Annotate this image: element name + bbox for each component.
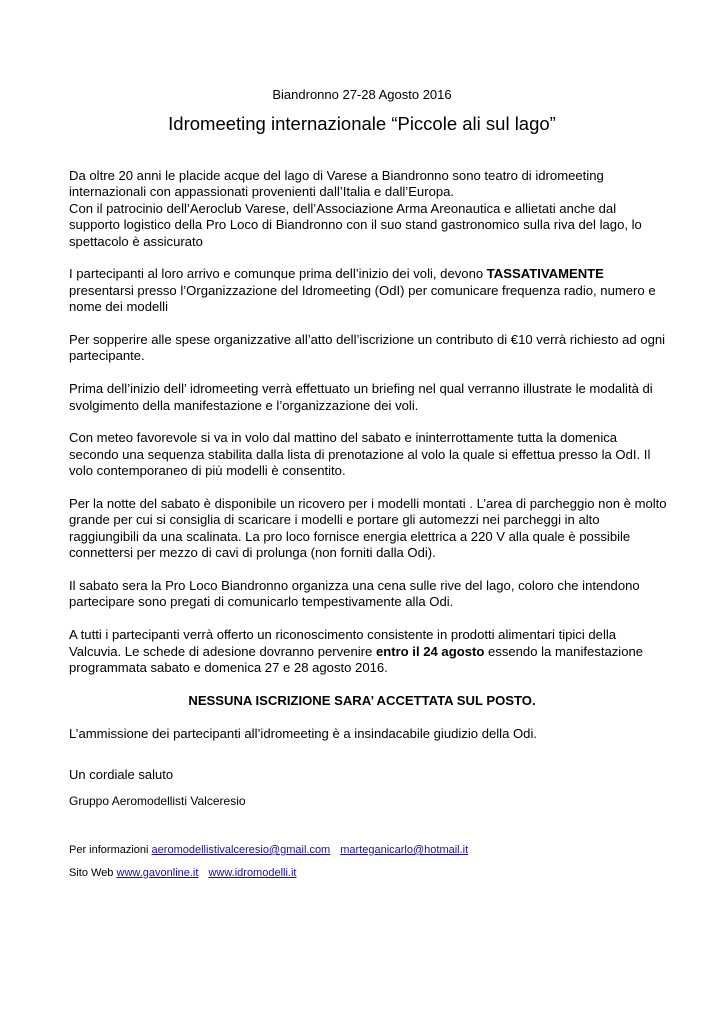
contact-info-line (69, 843, 468, 857)
website-link-gavonline[interactable]: www.gavonline.it (116, 867, 199, 879)
email-link-marteganicarlo[interactable]: marteganicarlo@hotmail.it (340, 844, 469, 856)
signature-group: Gruppo Aeromodellisti Valceresio (69, 794, 246, 808)
dateline: Biandronno 27-28 Agosto 2016 (272, 87, 452, 102)
paragraph-briefing: Prima dell’inizio dell’ idromeeting verrà effettuato un briefing nel qual verranno illustrate le modalità di svolgimento della manifestazione e l’organizzazione dei voli. (69, 381, 653, 413)
document-body (69, 168, 669, 758)
paragraph-prizes (69, 627, 669, 676)
closing-greeting: Un cordiale saluto (69, 767, 174, 782)
emphasis-tassativamente: TASSATIVAMENTE (486, 266, 604, 282)
info-label: Per informazioni (69, 844, 152, 856)
website-label: Sito Web (69, 867, 117, 879)
paragraph-registration-text-b: presentarsi presso l’Organizzazione del Idromeeting (OdI) per comunicare frequenza radio, numero e nome dei modelli (69, 282, 656, 315)
paragraph-admission: L’ammissione dei partecipanti all’idromeeting è a insindacabile giudizio della Odi. (69, 725, 538, 741)
paragraph-intro (69, 168, 669, 250)
paragraph-night-parking: Per la notte del sabato è disponibile un ricovero per i modelli montati . L’area di parcheggio non è molto grande per cui si consiglia di scaricare i modelli e portare gli automezzi nei parcheggi in alto raggiungibili da una scalinata. La pro loco fornisce energia elettrica a 220 V alla quale è possibile connettersi per mezzo di cavi di prolunga (non forniti dalla Odi). (69, 496, 667, 561)
email-link-gav[interactable]: aeromodellistivalceresio@gmail.com (151, 844, 331, 856)
emphasis-deadline: entro il 24 agosto (375, 643, 485, 659)
paragraph-prizes-text-a: A tutti i partecipanti verrà offerto un riconoscimento consistente in prodotti alimentari tipici della Valcuvia. Le schede di adesione dovranno pervenire (69, 627, 617, 659)
paragraph-registration-text-a: I partecipanti al loro arrivo e comunque prima dell’inizio dei voli, devono (69, 266, 487, 282)
document-title: Idromeeting internazionale “Piccole ali sul lago” (168, 113, 556, 134)
paragraph-registration (69, 266, 669, 315)
website-line (69, 866, 296, 880)
notice-no-onsite-registration: NESSUNA ISCRIZIONE SARA’ ACCETTATA SUL POSTO. (188, 692, 536, 708)
paragraph-fee: Per sopperire alle spese organizzative all’atto dell’iscrizione un contributo di €10 verrà richiesto ad ogni partecipante. (69, 332, 666, 364)
paragraph-prizes-text-b: essendo la manifestazione programmata sabato e domenica 27 e 28 agosto 2016. (69, 643, 644, 676)
website-link-idromodelli[interactable]: www.idromodelli.it (208, 867, 297, 879)
paragraph-flight-schedule: Con meteo favorevole si va in volo dal mattino del sabato e ininterrottamente tutta la domenica secondo una sequenza stabilita dalla lista di prenotazione al volo la quale si effettua presso la OdI. Il volo contemporaneo di più modelli è consentito. (69, 430, 651, 479)
paragraph-intro-line2: Con il patrocinio dell’Aeroclub Varese, dell’Associazione Arma Areonautica e allietati anche dal supporto logistico della Pro Loco di Biandronno con il suo stand gastronomico sulla riva del lago, lo spettacolo è assicurato (69, 200, 642, 249)
paragraph-intro-line1: Da oltre 20 anni le placide acque del lago di Varese a Biandronno sono teatro di idromeeting internazionali con appassionati provenienti dall’Italia e dall’Europa. (69, 168, 604, 200)
paragraph-dinner: Il sabato sera la Pro Loco Biandronno organizza una cena sulle rive del lago, coloro che intendono partecipare sono pregati di comunicarlo tempestivamente alla Odi. (69, 578, 640, 610)
